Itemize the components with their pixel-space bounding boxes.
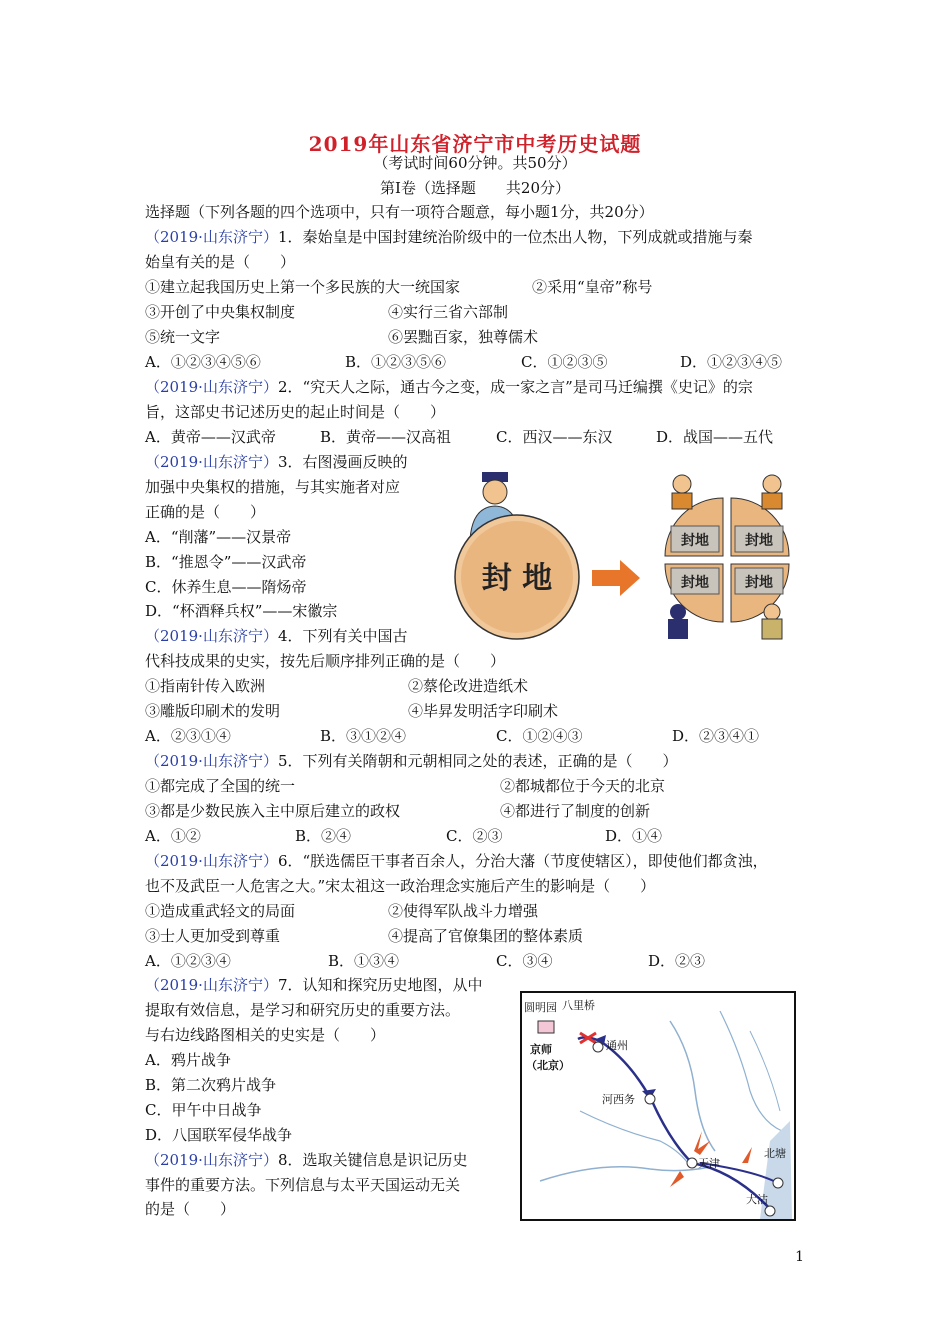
- q7-stem-cont: 提取有效信息，是学习和研究历史的重要方法。: [145, 1001, 461, 1019]
- map-label-tianjin: 天津: [698, 1157, 720, 1170]
- q6-item-2: ②使得军队战斗力增强: [388, 902, 539, 920]
- q7-stem-end: 与右边线路图相关的史实是（ ）: [145, 1026, 386, 1044]
- q6-option-c: C．③④: [496, 952, 553, 970]
- exam-title: 2019年山东省济宁市中考历史试题: [308, 132, 642, 156]
- q7-option-a: A．鸦片战争: [145, 1051, 231, 1069]
- q5-option-b: B．②④: [295, 827, 352, 845]
- fig-label-small-1: 封地: [681, 533, 709, 549]
- q5-item-3: ③都是少数民族入主中原后建立的政权: [145, 802, 401, 820]
- q6-item-1: ①造成重武轻文的局面: [145, 902, 296, 920]
- q2-option-d: D．战国——五代: [656, 428, 774, 446]
- q6-option-d: D．②③: [648, 952, 706, 970]
- route-map: [520, 991, 796, 1221]
- fig-label-small-3: 封地: [681, 575, 709, 591]
- source-tag: （2019·山东济宁）: [145, 378, 278, 396]
- q1-option-c: C．①②③⑤: [521, 353, 608, 371]
- q1-option-b: B．①②③⑤⑥: [345, 353, 447, 371]
- fig-label-small-2: 封地: [745, 533, 773, 549]
- q2-option-b: B．黄帝——汉高祖: [320, 428, 452, 446]
- map-label-jingshi: 京师: [530, 1043, 552, 1056]
- q2-line-1: [145, 377, 753, 397]
- q6-option-b: B．①③④: [328, 952, 400, 970]
- q8-stem-cont: 事件的重要方法。下列信息与太平天国运动无关: [145, 1176, 461, 1194]
- q7-stem: 7．认知和探究历史地图，从中: [277, 976, 483, 994]
- q5-stem: 5．下列有关隋朝和元朝相同之处的表述，正确的是（ ）: [277, 752, 678, 770]
- source-tag: （2019·山东济宁）: [145, 752, 278, 770]
- q1-item-4: ④实行三省六部制: [388, 303, 509, 321]
- q3-stem-cont: 加强中央集权的措施，与其实施者对应: [145, 478, 401, 496]
- q1-item-1: ①建立起我国历史上第一个多民族的大一统国家: [145, 278, 461, 296]
- q2-option-c: C．西汉——东汉: [496, 428, 613, 446]
- map-label-dagu: 大沽: [746, 1193, 768, 1206]
- section-heading: 第Ⅰ卷（选择题 共20分）: [379, 179, 570, 197]
- q4-option-b: B．③①②④: [320, 727, 407, 745]
- q7-line-1: [145, 975, 483, 995]
- q5-option-c: C．②③: [446, 827, 503, 845]
- q4-item-4: ④毕昇发明活字印刷术: [408, 702, 559, 720]
- instructions: 选择题（下列各题的四个选项中，只有一项符合题意，每小题1分，共20分）: [145, 203, 654, 221]
- q5-item-4: ④都进行了制度的创新: [500, 802, 651, 820]
- q4-item-3: ③雕版印刷术的发明: [145, 702, 281, 720]
- q6-stem-cont: 也不及武臣一人危害之大。”宋太祖这一政治理念实施后产生的影响是（ ）: [145, 877, 656, 895]
- q1-line-1: [145, 227, 753, 247]
- map-label-beijing: （北京）: [526, 1059, 570, 1072]
- map-label-tongzhou: 通州: [606, 1039, 628, 1052]
- q6-option-a: A．①②③④: [145, 952, 231, 970]
- q3-option-b: B．“推恩令”——汉武帝: [145, 553, 307, 571]
- map-label-baliqiao: 八里桥: [562, 999, 595, 1012]
- source-tag: （2019·山东济宁）: [145, 852, 278, 870]
- q1-option-d: D．①②③④⑤: [680, 353, 783, 371]
- map-label-yuanmingyuan: 圆明园: [524, 1001, 557, 1014]
- fig-label-big: 封 地: [481, 561, 553, 596]
- exam-subtitle: （考试时间60分钟。共50分）: [373, 154, 577, 172]
- q1-item-6: ⑥罢黜百家，独尊儒术: [388, 328, 539, 346]
- q3-stem: 3．右图漫画反映的: [277, 453, 408, 471]
- q2-option-a: A．黄帝——汉武帝: [145, 428, 276, 446]
- q4-option-a: A．②③①④: [145, 727, 231, 745]
- q4-line-1: [145, 626, 408, 646]
- q1-option-a: A．①②③④⑤⑥: [145, 353, 261, 371]
- map-label-hexiwu: 河西务: [602, 1093, 635, 1106]
- q7-option-c: C．甲午中日战争: [145, 1101, 262, 1119]
- source-tag: （2019·山东济宁）: [145, 976, 278, 994]
- q3-stem-end: 正确的是（ ）: [145, 503, 266, 521]
- q8-stem: 8．选取关键信息是识记历史: [277, 1151, 468, 1169]
- q6-line-1: [145, 851, 768, 871]
- page-number: 1: [795, 1249, 804, 1265]
- q1-item-3: ③开创了中央集权制度: [145, 303, 296, 321]
- q4-item-1: ①指南针传入欧洲: [145, 677, 266, 695]
- q1-stem-cont: 始皇有关的是（ ）: [145, 253, 296, 271]
- q7-option-d: D．八国联军侵华战争: [145, 1126, 293, 1144]
- q2-stem-cont: 旨，这部史书记述历史的起止时间是（ ）: [145, 403, 446, 421]
- q4-option-c: C．①②④③: [496, 727, 583, 745]
- source-tag: （2019·山东济宁）: [145, 627, 278, 645]
- q3-option-d: D．“杯酒释兵权”——宋徽宗: [145, 602, 338, 620]
- q4-stem-cont: 代科技成果的史实，按先后顺序排列正确的是（ ）: [145, 652, 506, 670]
- q5-item-2: ②都城都位于今天的北京: [500, 777, 666, 795]
- source-tag: （2019·山东济宁）: [145, 1151, 278, 1169]
- q4-option-d: D．②③④①: [672, 727, 760, 745]
- q1-stem: 1．秦始皇是中国封建统治阶级中的一位杰出人物，下列成就或措施与秦: [277, 228, 753, 246]
- q3-option-a: A．“削藩”——汉景帝: [145, 528, 292, 546]
- q4-stem: 4．下列有关中国古: [277, 627, 408, 645]
- q5-option-a: A．①②: [145, 827, 201, 845]
- map-label-beitang: 北塘: [764, 1147, 786, 1160]
- q4-item-2: ②蔡伦改进造纸术: [408, 677, 529, 695]
- q5-item-1: ①都完成了全国的统一: [145, 777, 296, 795]
- q7-option-b: B．第二次鸦片战争: [145, 1076, 277, 1094]
- fig-label-small-4: 封地: [745, 575, 773, 591]
- q3-option-c: C．休养生息——隋炀帝: [145, 578, 307, 596]
- q6-stem: 6．“朕选儒臣干事者百余人，分治大藩（节度使辖区），即使他们都贪浊，: [277, 852, 768, 870]
- q8-stem-end: 的是（ ）: [145, 1200, 236, 1218]
- fengdi-cartoon: [442, 462, 802, 642]
- q8-line-1: [145, 1150, 468, 1170]
- q6-item-4: ④提高了官僚集团的整体素质: [388, 927, 584, 945]
- q6-item-3: ③士人更加受到尊重: [145, 927, 281, 945]
- q5-option-d: D．①④: [605, 827, 663, 845]
- q1-item-5: ⑤统一文字: [145, 328, 221, 346]
- q3-line-1: [145, 452, 408, 472]
- q1-item-2: ②采用“皇帝”称号: [532, 278, 653, 296]
- source-tag: （2019·山东济宁）: [145, 228, 278, 246]
- q2-stem: 2．“究天人之际，通古今之变，成一家之言”是司马迁编撰《史记》的宗: [277, 378, 753, 396]
- q5-line-1: [145, 751, 678, 771]
- source-tag: （2019·山东济宁）: [145, 453, 278, 471]
